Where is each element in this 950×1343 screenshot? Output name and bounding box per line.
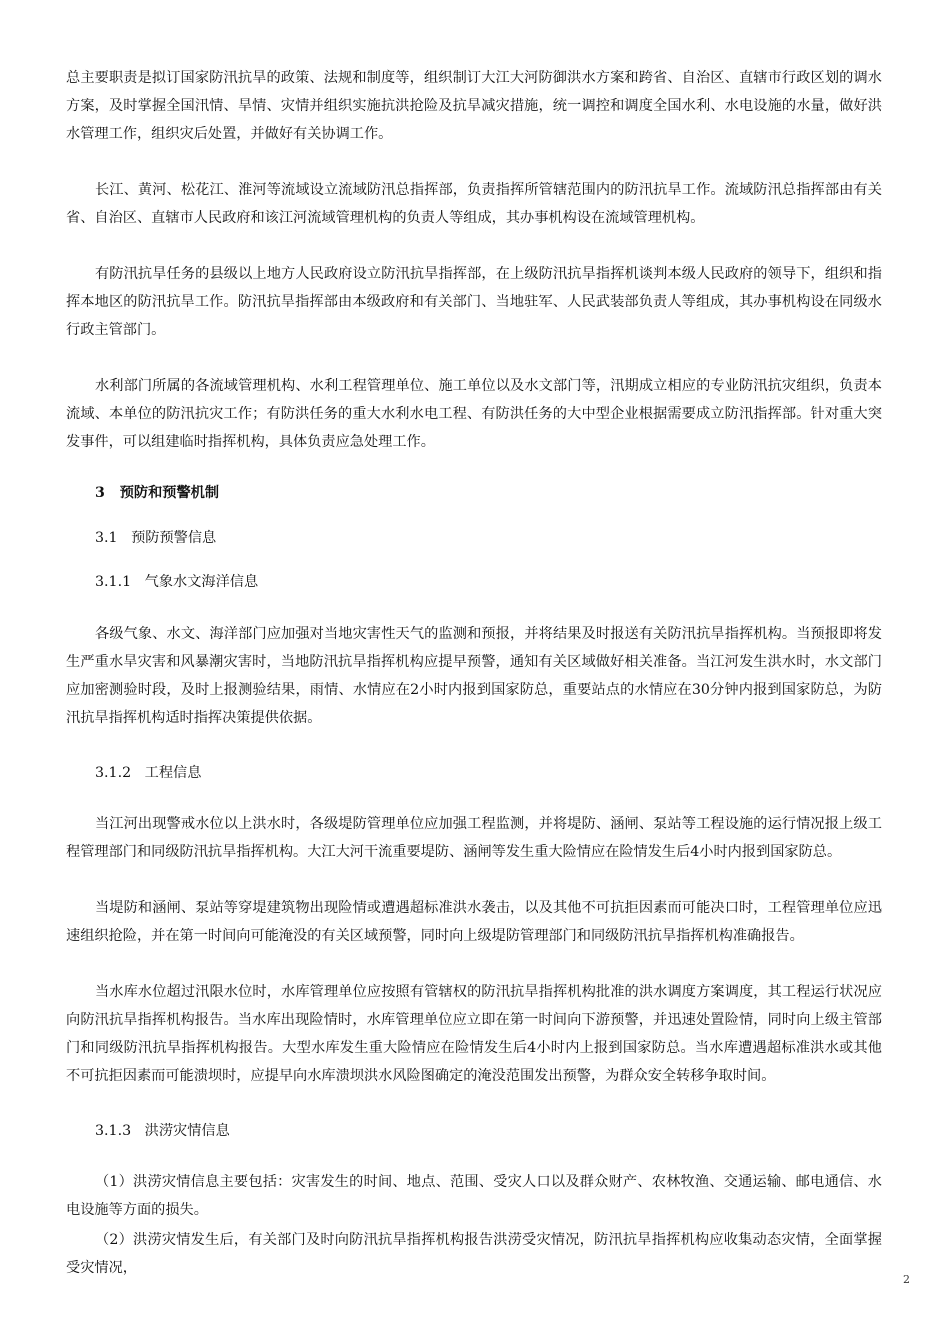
section-heading-3-1-3: 3.1.3 洪涝灾情信息 [95,1123,230,1139]
paragraph-dike-danger: 当堤防和涵闸、泵站等穿堤建筑物出现险情或遭遇超标准洪水袭击，以及其他不可抗拒因素而可能决口时，工程管理单位应迅速组织抢险，并在第一时间向可能淹没的有关区域预警，同时向上级堤防管理部门和同级防汛抗旱指挥机构准确报告。 [66,900,882,944]
paragraph-headquarters-duties: 总主要职责是拟订国家防汛抗旱的政策、法规和制度等，组织制订大江大河防御洪水方案和跨省、自治区、直辖市行政区划的调水方案，及时掌握全国汛情、旱情、灾情并组织实施抗洪抢险及抗旱减灾措施，统一调控和调度全国水利、水电设施的水量，做好洪水管理工作，组织灾后处置，并做好有关协调工作。 [66,70,882,142]
section-heading-3-1: 3.1 预防预警信息 [95,530,217,546]
paragraph-water-departments: 水利部门所属的各流域管理机构、水利工程管理单位、施工单位以及水文部门等，汛期成立相应的专业防汛抗灾组织，负责本流域、本单位的防汛抗灾工作；有防洪任务的重大水利水电工程、有防洪任务的大中型企业根据需要成立防汛指挥部。针对重大突发事件，可以组建临时指挥机构，具体负责应急处理工作。 [66,378,882,450]
section-heading-3: 3 预防和预警机制 [95,485,220,501]
page-number: 2 [903,1273,910,1286]
paragraph-local-headquarters: 有防汛抗旱任务的县级以上地方人民政府设立防汛抗旱指挥部，在上级防汛抗旱指挥机谈判本级人民政府的领导下，组织和指挥本地区的防汛抗旱工作。防汛抗旱指挥部由本级政府和有关部门、当地驻军、人民武装部负责人等组成，其办事机构设在同级水行政主管部门。 [66,266,882,338]
section-heading-3-1-2: 3.1.2 工程信息 [95,765,202,781]
paragraph-reservoir-info: 当水库水位超过汛限水位时，水库管理单位应按照有管辖权的防汛抗旱指挥机构批准的洪水调度方案调度，其工程运行状况应向防汛抗旱指挥机构报告。当水库出现险情时，水库管理单位应立即在第一时间向下游预警，并迅速处置险情，同时向上级主管部门和同级防汛抗旱指挥机构报告。大型水库发生重大险情应在险情发生后4小时内上报到国家防总。当水库遭遇超标准洪水或其他不可抗拒因素而可能溃坝时，应提早向水库溃坝洪水风险图确定的淹没范围发出预警，为群众安全转移争取时间。 [66,984,882,1084]
section-heading-3-1-1: 3.1.1 气象水文海洋信息 [95,574,259,590]
paragraph-engineering-info: 当江河出现警戒水位以上洪水时，各级堤防管理单位应加强工程监测，并将堤防、涵闸、泵站等工程设施的运行情况报上级工程管理部门和同级防汛抗旱指挥机构。大江大河干流重要堤防、涵闸等发生重大险情应在险情发生后4小时内报到国家防总。 [66,816,882,860]
paragraph-meteorological-info: 各级气象、水文、海洋部门应加强对当地灾害性天气的监测和预报，并将结果及时报送有关防汛抗旱指挥机构。当预报即将发生严重水旱灾害和风暴潮灾害时，当地防汛抗旱指挥机构应提早预警，通知有关区域做好相关准备。当江河发生洪水时，水文部门应加密测验时段，及时上报测验结果，雨情、水情应在2小时内报到国家防总，重要站点的水情应在30分钟内报到国家防总，为防汛抗旱指挥机构适时指挥决策提供依据。 [66,626,882,726]
paragraph-disaster-report: （2）洪涝灾情发生后，有关部门及时向防汛抗旱指挥机构报告洪涝受灾情况，防汛抗旱指挥机构应收集动态灾情，全面掌握受灾情况， [66,1232,882,1276]
paragraph-disaster-info-content: （1）洪涝灾情信息主要包括：灾害发生的时间、地点、范围、受灾人口以及群众财产、农林牧渔、交通运输、邮电通信、水电设施等方面的损失。 [66,1174,882,1218]
paragraph-basin-headquarters: 长江、黄河、松花江、淮河等流域设立流域防汛总指挥部，负责指挥所管辖范围内的防汛抗旱工作。流域防汛总指挥部由有关省、自治区、直辖市人民政府和该江河流域管理机构的负责人等组成，其办事机构设在流域管理机构。 [66,182,882,226]
